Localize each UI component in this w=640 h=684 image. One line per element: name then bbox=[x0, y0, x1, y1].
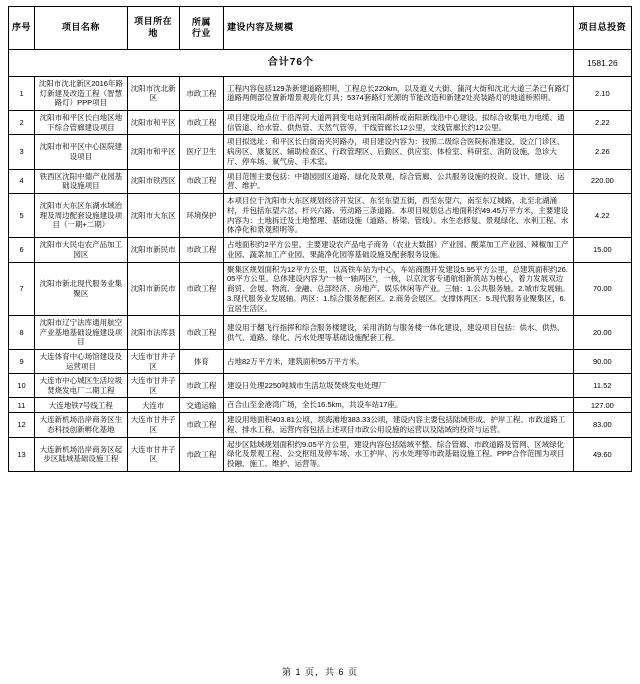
table-row bbox=[9, 169, 632, 194]
cell-industry: 市政工程 bbox=[179, 374, 223, 398]
cell-content: 占地82万平方米，建筑面积55万平方米。 bbox=[224, 350, 574, 374]
cell-amount: 4.22 bbox=[573, 194, 631, 238]
cell-location: 大连市甘井子区 bbox=[127, 350, 179, 374]
table-row bbox=[9, 437, 632, 471]
cell-project-name: 大连地铁7号线工程 bbox=[35, 398, 127, 413]
cell-industry: 市政工程 bbox=[179, 437, 223, 471]
cell-index: 11 bbox=[9, 398, 35, 413]
cell-industry: 体育 bbox=[179, 350, 223, 374]
table-header bbox=[9, 7, 632, 50]
table-row bbox=[9, 238, 632, 263]
cell-industry: 市政工程 bbox=[179, 413, 223, 438]
column-header-location: 项目所在地 bbox=[127, 7, 179, 50]
cell-content: 聚集区规划面积为12平方公里，以高铁车站为中心，车站商圈开发建设5.95平方公里，总建筑面积约26.05平方公里。总体建设内容为"一核一轴两区"，一核，以京沈客专通航组新筑站为核心，着力发展双边商贸、会展、物流、金融、总部经济、房地产、娱乐休闲等产业。三轴：1.公共服务轴。2.城市发展轴。3.现代服务业发展轴。两区：1.综合服务配套区。2.商务会展区。支撑体两区：5.现代服务业聚集区，6.宜居生活区。 bbox=[224, 262, 574, 316]
table-header-row bbox=[9, 7, 632, 50]
cell-location: 大连市 bbox=[127, 398, 179, 413]
cell-location: 沈阳市新民市 bbox=[127, 262, 179, 316]
cell-index: 12 bbox=[9, 413, 35, 438]
cell-content: 项目范围主要包括：中德园园区道路、绿化及景观、综合管廊、公共服务设施的投资、设计、建设、运营、维护。 bbox=[224, 169, 574, 194]
cell-index: 1 bbox=[9, 77, 35, 111]
cell-content: 项目建设地点位于沿浑河大道两洞变电站到南阳湖桥或南阳新线沿中心建设。拟综合收集电力电缆、通信管道、给水管、供热管、天然气管等，干线管廊长12公里，支线管廊长约12公里。 bbox=[224, 110, 574, 135]
table-row bbox=[9, 316, 632, 350]
cell-index: 13 bbox=[9, 437, 35, 471]
cell-project-name: 沈阳市和平区长白地区地下综合管廊建设项目 bbox=[35, 110, 127, 135]
cell-location: 沈阳市和平区 bbox=[127, 110, 179, 135]
cell-industry: 市政工程 bbox=[179, 238, 223, 263]
table-row bbox=[9, 374, 632, 398]
cell-content: 建设日处理2250吨城市生活垃圾焚烧发电处理厂 bbox=[224, 374, 574, 398]
cell-amount: 49.60 bbox=[573, 437, 631, 471]
cell-industry: 交通运输 bbox=[179, 398, 223, 413]
cell-project-name: 大连市中心城区生活垃圾焚烧发电厂二期工程 bbox=[35, 374, 127, 398]
cell-industry: 医疗卫生 bbox=[179, 135, 223, 169]
column-header-industry-line1: 所属 bbox=[191, 16, 211, 27]
cell-index: 2 bbox=[9, 110, 35, 135]
cell-project-name: 铁西区沈阳中德产业园基础设施项目 bbox=[35, 169, 127, 194]
cell-project-name: 沈阳市新北现代服务业集聚区 bbox=[35, 262, 127, 316]
cell-amount: 83.00 bbox=[573, 413, 631, 438]
cell-project-name: 大连新机场沿岸商务区生态科技创新孵化基地 bbox=[35, 413, 127, 438]
table-row bbox=[9, 398, 632, 413]
cell-content: 本项目位于沈阳市大东区规划经济开发区、东至东望五街，西至东望六，南至东辽城路，北至北湖涌村，并包括东望六岔、杆兴六路、劳动路三条道路。本项目规划总占地面积约49.45万平方米，主要建设内容为：土地拆迁及土地整理、基础设施（道路、桥梁、管线）、水生态修复、景观绿化、水利工程、水体净化和景观照明等。 bbox=[224, 194, 574, 238]
cell-industry: 市政工程 bbox=[179, 169, 223, 194]
cell-index: 4 bbox=[9, 169, 35, 194]
cell-industry: 市政工程 bbox=[179, 262, 223, 316]
cell-content: 起步区陆域规划面积约9.05平方公里，建设内容包括陆域平整、综合管廊、市政道路及管网、区域绿化绿化及景观工程、公交枢纽及停车场、水工护岸、污水处理等市政基础设施工程。PPP合作范围为项目投融、施工、维护、运营等。 bbox=[224, 437, 574, 471]
cell-industry: 环境保护 bbox=[179, 194, 223, 238]
cell-industry: 市政工程 bbox=[179, 77, 223, 111]
cell-project-name: 沈阳市大民屯农产品加工园区 bbox=[35, 238, 127, 263]
cell-project-name: 沈阳市辽宁法库通用航空产业基地基础设施建设项目 bbox=[35, 316, 127, 350]
cell-amount: 2.22 bbox=[573, 110, 631, 135]
table-total-row bbox=[9, 50, 632, 77]
total-amount: 1581.26 bbox=[573, 50, 631, 77]
cell-location: 沈阳市铁西区 bbox=[127, 169, 179, 194]
cell-content: 占地面积约2平方公里。主要建设农产品电子商务（农业大数据）产业园、酸菜加工产业园、辣椒加工产业园、蔬菜加工产业园、果蔬净化园等基础设施及配套服务设施。 bbox=[224, 238, 574, 263]
cell-index: 7 bbox=[9, 262, 35, 316]
cell-index: 5 bbox=[9, 194, 35, 238]
column-header-amount: 项目总投资 bbox=[573, 7, 631, 50]
column-header-industry-line2: 行业 bbox=[191, 28, 211, 38]
cell-content: 百合山至金港湾广场，全长16.5km，共设车站17座。 bbox=[224, 398, 574, 413]
cell-location: 大连市甘井子区 bbox=[127, 374, 179, 398]
cell-project-name: 沈阳市大东区东湖水域治理及周边配套设施建设项目（一期+二期） bbox=[35, 194, 127, 238]
column-header-industry bbox=[179, 7, 223, 50]
table-row bbox=[9, 77, 632, 111]
column-header-content: 建设内容及规模 bbox=[224, 7, 574, 50]
cell-content: 项目拟选址：和平区长白街南夹河路办，项目建设内容为：按照二级综合医院标准建设，设立门诊区、病房区、康复区、辅助检查区、行政管理区、后勤区、供应室、体检室、科研室、消防设施、急诊大厅、停车场、氧气房、手术室。 bbox=[224, 135, 574, 169]
table-row bbox=[9, 135, 632, 169]
project-investment-table bbox=[8, 6, 632, 472]
column-header-project-name: 项目名称 bbox=[35, 7, 127, 50]
cell-industry: 市政工程 bbox=[179, 316, 223, 350]
cell-project-name: 大连体育中心场馆建设及运营项目 bbox=[35, 350, 127, 374]
cell-amount: 11.52 bbox=[573, 374, 631, 398]
cell-content: 工程内容包括129条新建道路照明，工程总长220km，以及道义大街、蒲河大街和沈北大道三条已有路灯道路两侧部位置新增景观亮化灯具；5374套路灯光源的节能改造和新建2处亮装路灯的地道桥照明。 bbox=[224, 77, 574, 111]
cell-amount: 90.00 bbox=[573, 350, 631, 374]
cell-index: 8 bbox=[9, 316, 35, 350]
cell-amount: 15.00 bbox=[573, 238, 631, 263]
cell-index: 3 bbox=[9, 135, 35, 169]
cell-project-name: 沈阳市和平区中心医院建设项目 bbox=[35, 135, 127, 169]
cell-project-name: 沈阳市沈北新区2016年路灯新建及改造工程（智慧路灯）PPP项目 bbox=[35, 77, 127, 111]
cell-amount: 220.00 bbox=[573, 169, 631, 194]
table-body bbox=[9, 50, 632, 472]
cell-location: 沈阳市法库县 bbox=[127, 316, 179, 350]
cell-industry: 市政工程 bbox=[179, 110, 223, 135]
table-row bbox=[9, 413, 632, 438]
cell-content: 建设用地面积403.81公顷，坝海滩地383.33公顷，建设内容主要包括陆域形成、护岸工程、市政道路工程、排水工程、运营内容包括上述项目市政公用设施的运营以及陆域的投资与运营。 bbox=[224, 413, 574, 438]
cell-location: 沈阳市新民市 bbox=[127, 238, 179, 263]
cell-content: 建设用于翻飞行指挥和综合服务楼建设，采用消防与服务楼一体化建设，建设项目包括：供水、供热、供气、道路、绿化、污水处理等基础设施配套工程。 bbox=[224, 316, 574, 350]
cell-project-name: 大连新机场沿岸商务区起步区陆域基础设施工程 bbox=[35, 437, 127, 471]
cell-location: 沈阳市沈北新区 bbox=[127, 77, 179, 111]
cell-amount: 20.00 bbox=[573, 316, 631, 350]
cell-index: 10 bbox=[9, 374, 35, 398]
cell-index: 6 bbox=[9, 238, 35, 263]
cell-amount: 2.26 bbox=[573, 135, 631, 169]
cell-location: 沈阳市大东区 bbox=[127, 194, 179, 238]
cell-index: 9 bbox=[9, 350, 35, 374]
table-row bbox=[9, 110, 632, 135]
total-label: 合计76个 bbox=[9, 50, 574, 77]
cell-amount: 127.00 bbox=[573, 398, 631, 413]
column-header-index: 序号 bbox=[9, 7, 35, 50]
cell-location: 大连市甘井子区 bbox=[127, 413, 179, 438]
cell-amount: 2.10 bbox=[573, 77, 631, 111]
cell-location: 沈阳市和平区 bbox=[127, 135, 179, 169]
table-row bbox=[9, 194, 632, 238]
cell-amount: 70.00 bbox=[573, 262, 631, 316]
table-row bbox=[9, 262, 632, 316]
table-row bbox=[9, 350, 632, 374]
page-footer: 第 1 页，共 6 页 bbox=[281, 667, 358, 677]
cell-location: 大连市甘井子区 bbox=[127, 437, 179, 471]
